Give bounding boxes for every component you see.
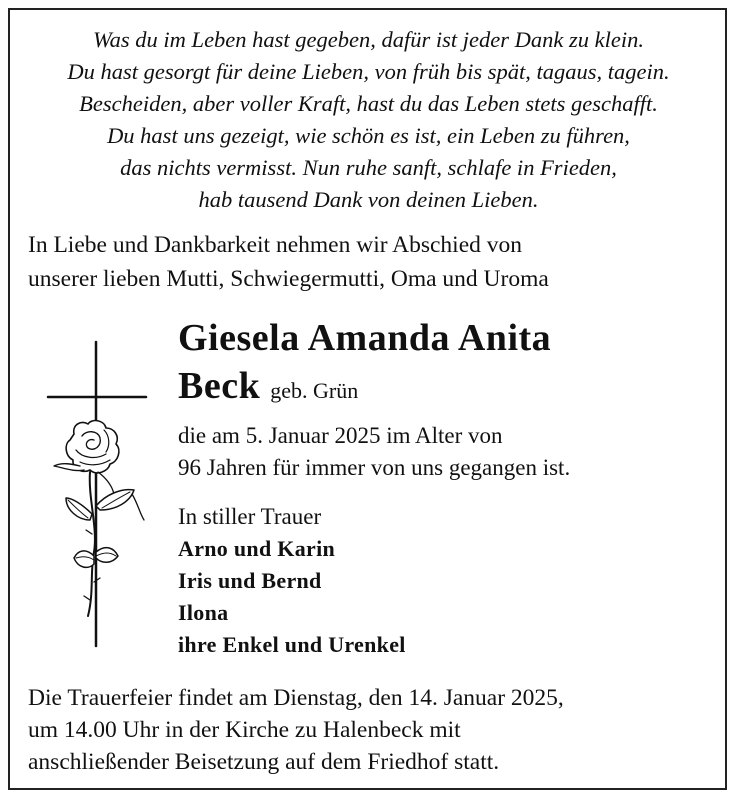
death-line: 96 Jahren für immer von uns gegangen ist. — [178, 455, 571, 480]
poem-line: Du hast uns gezeigt, wie schön es ist, ein Leben zu führen, — [107, 123, 630, 148]
memorial-poem — [0, 24, 737, 216]
surname: Beck — [178, 365, 261, 407]
cross-with-rose-icon — [40, 338, 152, 650]
poem-line: Was du im Leben hast gegeben, dafür ist jeder Dank zu klein. — [93, 27, 644, 52]
mourners-block — [178, 501, 406, 661]
given-names: Giesela Amanda Anita — [178, 317, 552, 359]
poem-line: das nichts vermisst. Nun ruhe sanft, schlafe in Frieden, — [120, 155, 617, 180]
deceased-name — [178, 314, 551, 415]
mourner-name: ihre Enkel und Urenkel — [178, 632, 406, 657]
funeral-line: anschließender Beisetzung auf dem Friedhof statt. — [28, 749, 500, 775]
farewell-intro — [28, 228, 549, 296]
mourner-name: Iris und Bernd — [178, 568, 322, 593]
poem-line: hab tausend Dank von deinen Lieben. — [198, 187, 539, 212]
mourner-name: Arno und Karin — [178, 536, 336, 561]
mourner-name: Ilona — [178, 600, 229, 625]
poem-line: Bescheiden, aber voller Kraft, hast du das Leben stets geschafft. — [79, 91, 658, 116]
surname-line — [178, 362, 551, 415]
funeral-line: um 14.00 Uhr in der Kirche zu Halenbeck mit — [28, 717, 461, 743]
funeral-line: Die Trauerfeier findet am Dienstag, den 14. Januar 2025, — [28, 685, 564, 711]
funeral-info — [28, 682, 564, 778]
poem-line: Du hast gesorgt für deine Lieben, von früh bis spät, tagaus, tagein. — [67, 59, 670, 84]
death-line: die am 5. Januar 2025 im Alter von — [178, 423, 503, 448]
intro-line: In Liebe und Dankbarkeit nehmen wir Abschied von — [28, 232, 523, 258]
death-notice — [178, 420, 570, 484]
birth-name: geb. Grün — [270, 378, 359, 403]
mourning-heading: In stiller Trauer — [178, 504, 322, 529]
intro-line: unserer lieben Mutti, Schwiegermutti, Oma und Uroma — [28, 266, 549, 292]
